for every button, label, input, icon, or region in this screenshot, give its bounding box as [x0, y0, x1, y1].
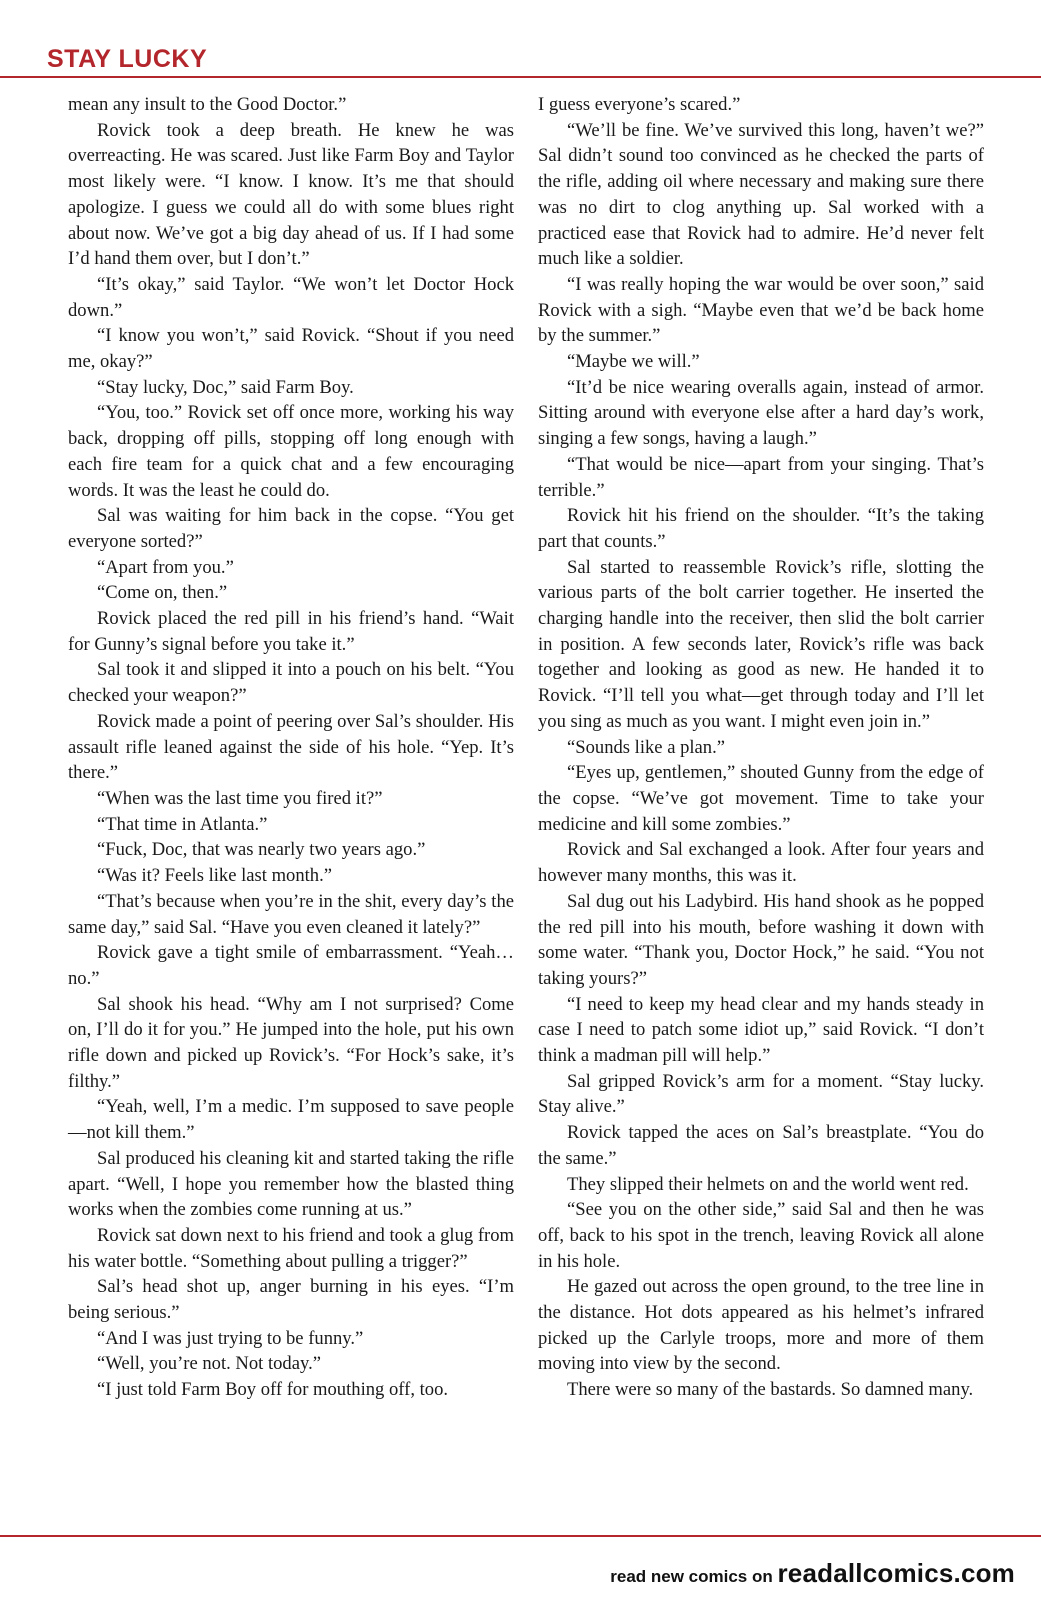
text-column-right [538, 92, 984, 1403]
paragraph: Rovick tapped the aces on Sal’s breastplate. “You do the same.” [538, 1122, 984, 1169]
footer-watermark [610, 1558, 1015, 1589]
paragraph: “And I was just trying to be funny.” [97, 1327, 364, 1349]
paragraph: Sal was waiting for him back in the copse. “You get everyone sorted?” [68, 505, 514, 552]
paragraph: “That’s because when you’re in the shit, every day’s the same day,” said Sal. “Have you even cleaned it lately?” [68, 890, 514, 938]
paragraph: “Stay lucky, Doc,” said Farm Boy. [97, 376, 354, 398]
footer-prefix: read new comics on [610, 1567, 778, 1586]
paragraph: “Yeah, well, I’m a medic. I’m supposed to save people—not kill them.” [68, 1096, 514, 1144]
paragraph: Rovick gave a tight smile of embarrassment. “Yeah…no.” [68, 942, 514, 989]
paragraph: Rovick and Sal exchanged a look. After four years and however many months, this was it. [538, 839, 984, 887]
paragraph: Sal started to reassemble Rovick’s rifle, slotting the various parts of the bolt carrier together. He inserted the charging handle into the receiver, then slid the bolt carrier in position. A few seconds later, Rovick’s rifle was back together and looking as good as new. He handed it to Rovick. “I’ll tell you what—get through today and I’ll let you sing as much as you want. I might even join in.” [538, 556, 984, 732]
footer-divider [0, 1535, 1041, 1537]
paragraph: Rovick made a point of peering over Sal’s shoulder. His assault rifle leaned against the side of his hole. “Yep. It’s there.” [68, 710, 514, 784]
paragraph: There were so many of the bastards. So damned many. [567, 1379, 974, 1401]
footer-brand-link[interactable]: readallcomics.com [777, 1558, 1015, 1588]
paragraph: “It’d be nice wearing overalls again, instead of armor. Sitting around with everyone else after a hard day’s work, singing a few songs, having a laugh.” [538, 376, 984, 450]
paragraph: “When was the last time you fired it?” [97, 787, 383, 809]
paragraph: Sal’s head shot up, anger burning in his eyes. “I’m being serious.” [68, 1276, 514, 1324]
paragraph: Rovick placed the red pill in his friend’s hand. “Wait for Gunny’s signal before you take it.” [68, 608, 514, 655]
paragraph: Sal took it and slipped it into a pouch on his belt. “You checked your weapon?” [68, 659, 514, 707]
paragraph: “I need to keep my head clear and my hands steady in case I need to patch some idiot up,” said Rovick. “I don’t think a madman pill will help.” [538, 993, 984, 1067]
paragraph: They slipped their helmets on and the world went red. [567, 1173, 969, 1195]
paragraph: “I was really hoping the war would be over soon,” said Rovick with a sigh. “Maybe even that we’d be back home by the summer.” [538, 273, 984, 347]
paragraph: I guess everyone’s scared.” [538, 94, 741, 115]
paragraph: “I just told Farm Boy off for mouthing off, too. [97, 1379, 449, 1401]
paragraph: “That time in Atlanta.” [97, 813, 268, 835]
paragraph: “Fuck, Doc, that was nearly two years ago.” [97, 839, 426, 861]
paragraph: “Apart from you.” [97, 556, 234, 578]
paragraph: “See you on the other side,” said Sal and then he was off, back to his spot in the trench, leaving Rovick all alone in his hole. [538, 1199, 984, 1272]
paragraph: “You, too.” Rovick set off once more, working his way back, dropping off pills, stopping off long enough with each fire team for a quick chat and a few encouraging words. It was the least he could do. [68, 402, 514, 501]
header-divider [0, 76, 1041, 78]
paragraph: Rovick sat down next to his friend and took a glug from his water bottle. “Something about pulling a trigger?” [68, 1224, 514, 1272]
paragraph: mean any insult to the Good Doctor.” [68, 94, 347, 115]
paragraph: “We’ll be fine. We’ve survived this long, haven’t we?” Sal didn’t sound too convinced as he checked the parts of the rifle, adding oil where necessary and making sure there was no dirt to clog anything up. Sal worked with a practiced ease that Rovick had to admire. He’d never felt much like a soldier. [538, 119, 984, 270]
paragraph: “Come on, then.” [97, 582, 228, 604]
paragraph: Sal produced his cleaning kit and started taking the rifle apart. “Well, I hope you remember how the blasted thing works when the zombies come running at us.” [68, 1147, 514, 1221]
paragraph: “Well, you’re not. Not today.” [97, 1353, 321, 1375]
paragraph: Rovick hit his friend on the shoulder. “It’s the taking part that counts.” [538, 505, 984, 552]
paragraph: “That would be nice—apart from your singing. That’s terrible.” [538, 453, 984, 501]
paragraph: “Was it? Feels like last month.” [97, 865, 332, 887]
paragraph: He gazed out across the open ground, to the tree line in the distance. Hot dots appeared as his helmet’s infrared picked up the Carlyle troops, more and more of them moving into view by the second. [538, 1276, 984, 1375]
paragraph: “Eyes up, gentlemen,” shouted Gunny from the edge of the copse. “We’ve got movement. Time to take your medicine and kill some zombies.” [538, 762, 984, 835]
running-header-title: STAY LUCKY [47, 45, 208, 73]
text-column-left [68, 92, 514, 1403]
paragraph: Sal dug out his Ladybird. His hand shook as he popped the red pill into his mouth, before washing it down with some water. “Thank you, Doctor Hock,” he said. “You not taking yours?” [538, 890, 984, 989]
paragraph: Rovick took a deep breath. He knew he was overreacting. He was scared. Just like Farm Boy and Taylor most likely were. “I know. I know. It’s me that should apologize. I guess we could all do with some blues right about now. We’ve got a big day ahead of us. If I had some I’d hand them over, but I don’t.” [68, 119, 514, 270]
paragraph: “I know you won’t,” said Rovick. “Shout if you need me, okay?” [68, 325, 514, 373]
paragraph: “It’s okay,” said Taylor. “We won’t let Doctor Hock down.” [68, 273, 514, 321]
paragraph: “Maybe we will.” [567, 351, 700, 373]
paragraph: Sal shook his head. “Why am I not surprised? Come on, I’ll do it for you.” He jumped into the hole, put his own rifle down and picked up Rovick’s. “For Hock’s sake, it’s filthy.” [68, 993, 514, 1092]
paragraph: Sal gripped Rovick’s arm for a moment. “Stay lucky. Stay alive.” [538, 1070, 984, 1118]
paragraph: “Sounds like a plan.” [567, 736, 726, 758]
